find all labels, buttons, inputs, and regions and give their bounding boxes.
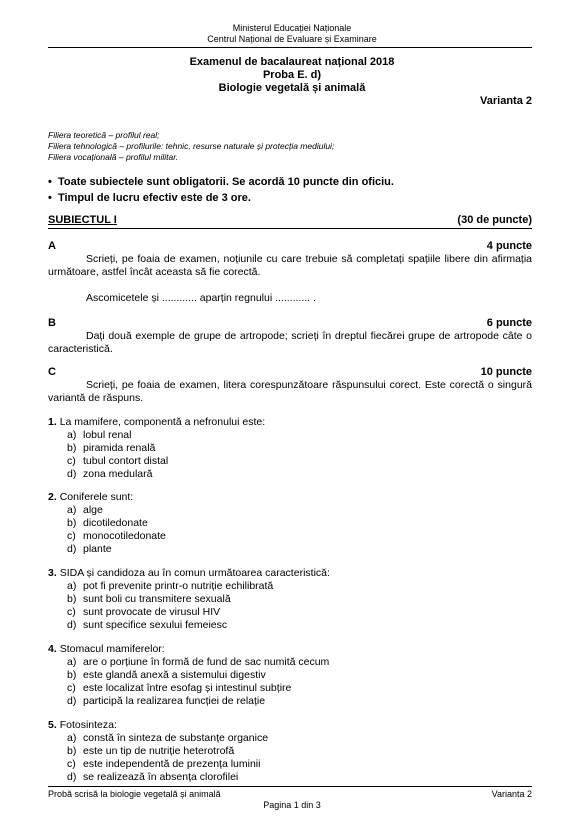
question-text: Fotosinteza:: [59, 719, 117, 731]
option-item: c) este localizat între esofag și intestinul subțire: [67, 682, 292, 694]
question-2-stem: [48, 491, 133, 503]
exam-proba: Proba E. d): [262, 69, 322, 81]
option-item: b) piramida renală: [67, 442, 156, 454]
section-b-points: 6 puncte: [486, 317, 532, 329]
question-3-stem: [48, 567, 330, 579]
exam-subject: Biologie vegetală și animală: [218, 82, 366, 94]
option-item: b) sunt boli cu transmitere sexuală: [67, 593, 231, 605]
option-item: d) sunt specifice sexului femeiesc: [67, 619, 228, 631]
question-number: 1.: [48, 416, 57, 428]
section-c-instruction: Scrieți, pe foaia de examen, litera corespunzătoare răspunsului corect. Este corectă o singură variantă de răspuns.: [48, 379, 532, 404]
option-item: c) monocotiledonate: [67, 530, 166, 542]
rule-item: [48, 176, 394, 188]
section-c-letter: C: [48, 366, 56, 378]
section-a-statement: Ascomicetele și ............ aparțin regnului ............ .: [86, 292, 316, 304]
rule-item: [48, 192, 251, 204]
bullet-icon: •: [48, 192, 52, 204]
question-5-stem: [48, 719, 117, 731]
option-item: d) plante: [67, 543, 112, 555]
question-text: SIDA și candidoza au în comun următoarea caracteristică:: [59, 567, 330, 579]
option-item: c) sunt provocate de virusul HIV: [67, 606, 221, 618]
option-item: c) tubul contort distal: [67, 455, 169, 467]
question-number: 5.: [48, 719, 57, 731]
footer-variant: Varianta 2: [491, 789, 532, 799]
option-item: d) participă la realizarea funcției de relație: [67, 695, 266, 707]
option-item: b) este glandă anexă a sistemului digestiv: [67, 669, 266, 681]
exam-title: Examenul de bacalaureat național 2018: [189, 56, 395, 68]
question-text: Coniferele sunt:: [59, 491, 134, 503]
option-item: d) zona medulară: [67, 468, 153, 480]
section-a-points: 4 puncte: [486, 240, 532, 252]
section-b-letter: B: [48, 317, 56, 329]
option-item: a) lobul renal: [67, 429, 132, 441]
section-a-instruction: Scrieți, pe foaia de examen, noțiunile cu care trebuie să completați spațiile libere din afirmația următoare, astfel încât aceasta să fie corectă.: [48, 253, 532, 278]
subject-divider: [48, 228, 532, 229]
option-item: a) constă în sinteza de substanțe organice: [67, 732, 269, 744]
bullet-icon: •: [48, 176, 52, 188]
question-text: Stomacul mamiferelor:: [59, 643, 165, 655]
option-item: c) este independentă de prezența luminii: [67, 758, 261, 770]
rule-text: Toate subiectele sunt obligatorii. Se acordă 10 puncte din oficiu.: [57, 176, 394, 188]
question-number: 2.: [48, 491, 57, 503]
section-b-instruction: Dați două exemple de grupe de artropode; scrieți în dreptul fiecărei grupe de artropode câte o caracteristică.: [48, 330, 532, 355]
exam-variant: Varianta 2: [480, 95, 532, 107]
option-item: a) are o porțiune în formă de fund de sac numită cecum: [67, 656, 330, 668]
option-item: a) pot fi prevenite printr-o nutriție echilibrată: [67, 580, 274, 592]
page-number: Pagina 1 din 3: [263, 800, 321, 810]
footer-divider: [48, 786, 532, 787]
ministry-name: Ministerul Educației Naționale: [232, 23, 352, 33]
option-item: b) este un tip de nutriție heterotrofă: [67, 745, 235, 757]
question-1-stem: [48, 416, 265, 428]
filiera-vocationala: Filiera vocațională – profilul militar.: [48, 152, 179, 162]
evaluation-center-name: Centrul Național de Evaluare și Examinare: [207, 34, 377, 44]
question-4-stem: [48, 643, 165, 655]
subject-points: (30 de puncte): [457, 214, 532, 226]
option-item: d) se realizează în absența clorofilei: [67, 771, 239, 783]
section-c-points: 10 puncte: [480, 366, 532, 378]
section-a-letter: A: [48, 240, 56, 252]
footer-left-text: Probă scrisă la biologie vegetală și animală: [48, 789, 221, 799]
header-divider: [48, 47, 532, 48]
subject-title: SUBIECTUL I: [48, 214, 117, 226]
question-number: 4.: [48, 643, 57, 655]
question-number: 3.: [48, 567, 57, 579]
option-item: b) dicotiledonate: [67, 517, 148, 529]
filiera-teoretica: Filiera teoretică – profilul real;: [48, 130, 160, 140]
rule-text: Timpul de lucru efectiv este de 3 ore.: [57, 192, 251, 204]
filiera-tehnologica: Filiera tehnologică – profilurile: tehnic, resurse naturale și protecția mediului;: [48, 141, 335, 151]
option-item: a) alge: [67, 504, 103, 516]
question-text: La mamifere, componentă a nefronului este:: [59, 416, 266, 428]
